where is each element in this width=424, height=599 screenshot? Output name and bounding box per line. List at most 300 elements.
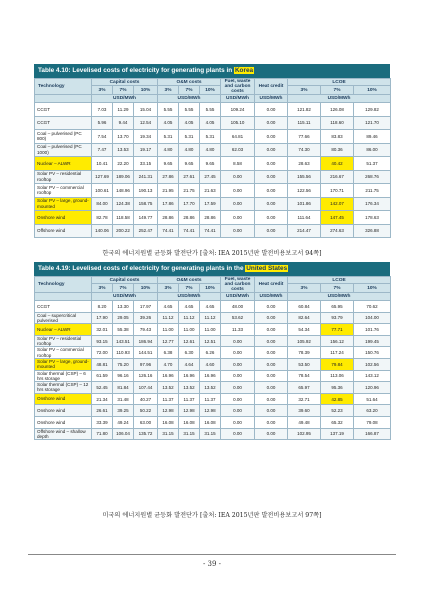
us-table-body xyxy=(35,301,391,440)
table-cell: 105.10 xyxy=(221,116,255,130)
rate-7: 7% xyxy=(113,284,134,293)
table-cell: 0.00 xyxy=(221,405,255,417)
table-cell: 21.75 xyxy=(179,184,200,198)
col-heat: Heat credit xyxy=(255,277,288,293)
table-cell: 189.06 xyxy=(113,170,134,184)
table-cell: 71.80 xyxy=(92,428,113,440)
table-cell: 5.31 xyxy=(158,130,179,144)
table-cell: 97.96 xyxy=(134,358,158,370)
korea-title-country: Korea xyxy=(234,67,254,74)
table-cell: 51.37 xyxy=(354,157,391,171)
table-cell: 4.05 xyxy=(179,116,200,130)
unit-spacer xyxy=(35,95,92,103)
table-cell: 190.13 xyxy=(134,184,158,198)
table-row xyxy=(35,130,391,144)
table-cell: 7.03 xyxy=(92,103,113,117)
table-cell: 143.12 xyxy=(354,370,391,382)
table-cell: 31.48 xyxy=(113,393,134,405)
table-cell: 9.65 xyxy=(200,157,221,171)
table-cell: 50.22 xyxy=(134,405,158,417)
table-cell: 155.56 xyxy=(288,170,321,184)
table-cell: 32.01 xyxy=(92,324,113,336)
table-cell: 135.72 xyxy=(134,428,158,440)
technology-name: Onshore wind xyxy=(35,416,92,428)
table-cell: 16.08 xyxy=(179,416,200,428)
table-cell: 12.61 xyxy=(179,335,200,347)
technology-name: Onshore wind xyxy=(35,211,92,225)
table-cell: 5.96 xyxy=(92,116,113,130)
table-cell: 5.31 xyxy=(200,130,221,144)
table-cell: 64.81 xyxy=(221,130,255,144)
unit-fuel: USD/MWh xyxy=(221,95,255,103)
table-cell: 0.00 xyxy=(255,324,288,336)
table-cell: 27.61 xyxy=(179,170,200,184)
us-table-block xyxy=(34,262,390,440)
table-cell: 21.63 xyxy=(200,184,221,198)
table-cell: 4.65 xyxy=(158,301,179,313)
table-cell: 55.38 xyxy=(113,324,134,336)
table-cell: 106.04 xyxy=(113,428,134,440)
table-cell: 241.31 xyxy=(134,170,158,184)
table-cell: 79.43 xyxy=(134,324,158,336)
unit-spacer xyxy=(35,293,92,301)
table-cell: 0.00 xyxy=(255,103,288,117)
table-cell: 26.61 xyxy=(92,405,113,417)
technology-name: Solar PV – residential rooftop xyxy=(35,335,92,347)
table-cell: 0.00 xyxy=(221,170,255,184)
unit-lcoe: USD/MWh xyxy=(288,293,391,301)
table-cell: 252.47 xyxy=(134,224,158,238)
table-cell: 268.76 xyxy=(354,170,391,184)
table-cell: 16.96 xyxy=(158,370,179,382)
table-cell: 82.78 xyxy=(92,211,113,225)
rate-3: 3% xyxy=(92,284,113,293)
table-cell: 31.15 xyxy=(179,428,200,440)
table-cell: 22.20 xyxy=(113,157,134,171)
table-cell: 40.42 xyxy=(321,157,354,171)
rate-3: 3% xyxy=(288,86,321,95)
table-cell: 16.96 xyxy=(179,370,200,382)
unit-heat: USD/MWh xyxy=(255,293,288,301)
rate-10: 10% xyxy=(354,284,391,293)
table-cell: 8.58 xyxy=(221,157,255,171)
table-cell: 12.54 xyxy=(134,116,158,130)
table-cell: 39.26 xyxy=(134,312,158,324)
unit-capital: USD/MWh xyxy=(92,95,158,103)
table-cell: 16.08 xyxy=(200,416,221,428)
table-cell: 0.00 xyxy=(255,335,288,347)
table-cell: 4.80 xyxy=(179,143,200,157)
table-cell: 19.34 xyxy=(134,130,158,144)
rate-7: 7% xyxy=(321,284,354,293)
table-row xyxy=(35,312,391,324)
col-lcoe: LCOE xyxy=(288,277,391,284)
table-row xyxy=(35,370,391,382)
col-heat: Heat credit xyxy=(255,79,288,95)
table-cell: 27.86 xyxy=(158,170,179,184)
table-cell: 7.54 xyxy=(92,130,113,144)
col-capital: Capital costs xyxy=(92,277,158,284)
table-cell: 150.76 xyxy=(354,347,391,359)
table-cell: 111.64 xyxy=(288,211,321,225)
table-row xyxy=(35,197,391,211)
table-cell: 127.69 xyxy=(92,170,113,184)
table-cell: 49.48 xyxy=(288,416,321,428)
unit-lcoe: USD/MWh xyxy=(288,95,391,103)
table-cell: 326.88 xyxy=(354,224,391,238)
table-cell: 6.26 xyxy=(200,347,221,359)
table-cell: 60.84 xyxy=(288,301,321,313)
table-cell: 166.87 xyxy=(354,428,391,440)
table-cell: 53.62 xyxy=(221,312,255,324)
table-row xyxy=(35,170,391,184)
table-cell: 4.80 xyxy=(158,143,179,157)
table-cell: 0.00 xyxy=(255,157,288,171)
table-cell: 12.98 xyxy=(200,405,221,417)
table-cell: 200.22 xyxy=(113,224,134,238)
table-cell: 0.00 xyxy=(221,393,255,405)
table-cell: 11.00 xyxy=(158,324,179,336)
table-cell: 142.07 xyxy=(321,197,354,211)
table-cell: 0.00 xyxy=(255,184,288,198)
table-cell: 143.51 xyxy=(113,335,134,347)
table-cell: 42.85 xyxy=(321,393,354,405)
table-row xyxy=(35,335,391,347)
unit-fuel: USD/MWh xyxy=(221,293,255,301)
table-cell: 4.80 xyxy=(200,143,221,157)
table-cell: 4.05 xyxy=(158,116,179,130)
table-row xyxy=(35,416,391,428)
table-cell: 32.71 xyxy=(288,393,321,405)
technology-name: Onshore wind xyxy=(35,393,92,405)
table-cell: 9.44 xyxy=(113,116,134,130)
table-cell: 11.12 xyxy=(200,312,221,324)
table-cell: 16.96 xyxy=(200,370,221,382)
table-cell: 11.29 xyxy=(113,103,134,117)
table-cell: 39.60 xyxy=(288,405,321,417)
table-cell: 89.46 xyxy=(354,130,391,144)
table-cell: 84.00 xyxy=(92,197,113,211)
rate-7: 7% xyxy=(321,86,354,95)
table-cell: 4.65 xyxy=(179,301,200,313)
table-cell: 11.37 xyxy=(179,393,200,405)
table-row xyxy=(35,428,391,440)
table-cell: 156.12 xyxy=(321,335,354,347)
technology-name: CCGT xyxy=(35,103,92,117)
rate-10: 10% xyxy=(200,86,221,95)
table-cell: 101.76 xyxy=(354,324,391,336)
table-cell: 274.63 xyxy=(321,224,354,238)
table-cell: 65.97 xyxy=(288,382,321,394)
korea-table-title xyxy=(34,64,390,78)
table-cell: 101.86 xyxy=(288,197,321,211)
table-cell: 78.39 xyxy=(288,347,321,359)
technology-name: Coal – pulverised (PC 1000) xyxy=(35,143,92,157)
table-cell: 15.04 xyxy=(134,103,158,117)
table-cell: 0.00 xyxy=(255,393,288,405)
table-row xyxy=(35,301,391,313)
table-row xyxy=(35,393,391,405)
table-cell: 74.41 xyxy=(200,224,221,238)
footer-divider xyxy=(28,554,396,555)
table-cell: 74.41 xyxy=(179,224,200,238)
table-cell: 0.00 xyxy=(221,347,255,359)
table-cell: 80.36 xyxy=(321,143,354,157)
table-cell: 5.55 xyxy=(200,103,221,117)
table-cell: 5.55 xyxy=(158,103,179,117)
unit-capital: USD/MWh xyxy=(92,293,158,301)
table-row xyxy=(35,116,391,130)
korea-title-prefix: Table 4.10: Levelised costs of electricity for generating plants in xyxy=(38,67,233,74)
table-cell: 0.00 xyxy=(221,416,255,428)
technology-name: CCGT xyxy=(35,301,92,313)
table-cell: 117.24 xyxy=(321,347,354,359)
table-cell: 48.81 xyxy=(92,358,113,370)
table-cell: 144.51 xyxy=(134,347,158,359)
table-cell: 0.00 xyxy=(221,211,255,225)
table-cell: 75.20 xyxy=(113,358,134,370)
table-cell: 13.53 xyxy=(113,143,134,157)
table-cell: 7.47 xyxy=(92,143,113,157)
table-cell: 102.95 xyxy=(288,428,321,440)
table-cell: 126.16 xyxy=(134,370,158,382)
table-cell: 6.38 xyxy=(158,347,179,359)
technology-name: Solar thermal (CSP) – 12 hrs storage xyxy=(35,382,92,394)
table-cell: 0.00 xyxy=(255,170,288,184)
table-cell: 12.51 xyxy=(200,335,221,347)
table-cell: 79.84 xyxy=(321,358,354,370)
technology-name: Solar PV – residential rooftop xyxy=(35,170,92,184)
table-cell: 53.50 xyxy=(288,358,321,370)
table-cell: 33.15 xyxy=(134,157,158,171)
table-cell: 216.67 xyxy=(321,170,354,184)
table-cell: 49.24 xyxy=(113,416,134,428)
rate-3: 3% xyxy=(158,284,179,293)
table-cell: 11.00 xyxy=(179,324,200,336)
table-cell: 13.52 xyxy=(179,382,200,394)
table-row xyxy=(35,382,391,394)
table-cell: 28.86 xyxy=(179,211,200,225)
table-cell: 96.16 xyxy=(113,370,134,382)
table-cell: 0.00 xyxy=(221,370,255,382)
us-lcoe-table xyxy=(34,276,391,440)
table-cell: 0.00 xyxy=(221,382,255,394)
table-cell: 83.83 xyxy=(321,130,354,144)
col-technology: Technology xyxy=(35,79,92,95)
table-cell: 115.11 xyxy=(288,116,321,130)
table-cell: 11.33 xyxy=(221,324,255,336)
table-cell: 39.25 xyxy=(113,405,134,417)
table-row xyxy=(35,405,391,417)
table-cell: 13.52 xyxy=(200,382,221,394)
table-cell: 13.30 xyxy=(113,301,134,313)
us-table-title xyxy=(34,262,390,276)
rate-3: 3% xyxy=(92,86,113,95)
col-lcoe: LCOE xyxy=(288,79,391,86)
table-cell: 0.00 xyxy=(255,211,288,225)
table-cell: 12.98 xyxy=(179,405,200,417)
table-cell: 27.45 xyxy=(200,170,221,184)
rate-10: 10% xyxy=(134,86,158,95)
table-cell: 11.12 xyxy=(179,312,200,324)
table-cell: 0.00 xyxy=(221,224,255,238)
table-row xyxy=(35,103,391,117)
table-row xyxy=(35,211,391,225)
table-row xyxy=(35,224,391,238)
table-cell: 82.64 xyxy=(288,312,321,324)
table-cell: 4.64 xyxy=(179,358,200,370)
table-cell: 0.00 xyxy=(255,382,288,394)
table-cell: 0.00 xyxy=(255,116,288,130)
table-cell: 12.98 xyxy=(158,405,179,417)
table-cell: 8.20 xyxy=(92,301,113,313)
table-cell: 72.00 xyxy=(92,347,113,359)
table-cell: 129.82 xyxy=(354,103,391,117)
table-cell: 0.00 xyxy=(221,358,255,370)
technology-name: Offshore wind – shallow depth xyxy=(35,428,92,440)
us-title-country: United States xyxy=(246,265,288,272)
table-cell: 28.63 xyxy=(288,157,321,171)
table-cell: 148.96 xyxy=(113,184,134,198)
korea-caption: 한국의 에너지원별 균등화 발전단가 [출처: IEA 2015년판 발전비용보고서 94쪽] xyxy=(102,250,322,257)
table-cell: 16.08 xyxy=(158,416,179,428)
technology-name: Solar PV – large, ground-mounted xyxy=(35,197,92,211)
table-cell: 33.39 xyxy=(92,416,113,428)
col-om: O&M costs xyxy=(158,79,221,86)
table-cell: 199.45 xyxy=(354,335,391,347)
table-cell: 110.93 xyxy=(113,347,134,359)
table-cell: 86.00 xyxy=(354,143,391,157)
table-cell: 13.52 xyxy=(158,382,179,394)
table-cell: 61.59 xyxy=(92,370,113,382)
table-cell: 0.00 xyxy=(255,130,288,144)
technology-name: Coal – supercritical pulverised xyxy=(35,312,92,324)
unit-heat: USD/MWh xyxy=(255,95,288,103)
technology-name: Nuclear – ALWR xyxy=(35,324,92,336)
technology-name: Onshore wind xyxy=(35,405,92,417)
col-fuel: Fuel, waste and carbon costs xyxy=(221,277,255,293)
col-om: O&M costs xyxy=(158,277,221,284)
table-cell: 100.61 xyxy=(92,184,113,198)
table-cell: 31.15 xyxy=(158,428,179,440)
technology-name: Solar PV – commercial rooftop xyxy=(35,184,92,198)
table-cell: 158.75 xyxy=(134,197,158,211)
page-number: - 39 - xyxy=(202,560,222,568)
table-cell: 17.70 xyxy=(179,197,200,211)
table-cell: 79.08 xyxy=(354,416,391,428)
table-cell: 21.34 xyxy=(92,393,113,405)
korea-table-block xyxy=(34,64,390,238)
table-cell: 17.86 xyxy=(158,197,179,211)
table-cell: 52.23 xyxy=(321,405,354,417)
table-cell: 0.00 xyxy=(255,416,288,428)
table-cell: 17.90 xyxy=(92,312,113,324)
table-cell: 93.79 xyxy=(321,312,354,324)
table-cell: 6.30 xyxy=(179,347,200,359)
table-cell: 0.00 xyxy=(221,335,255,347)
rate-7: 7% xyxy=(179,86,200,95)
table-cell: 12.77 xyxy=(158,335,179,347)
table-cell: 147.45 xyxy=(321,211,354,225)
rate-3: 3% xyxy=(288,284,321,293)
us-title-prefix: Table 4.19: Levelised costs of electricity for generating plants in the xyxy=(38,265,244,272)
table-cell: 63.00 xyxy=(134,416,158,428)
table-cell: 28.86 xyxy=(200,211,221,225)
table-cell: 137.19 xyxy=(321,428,354,440)
technology-name: Solar PV – commercial rooftop xyxy=(35,347,92,359)
table-cell: 0.00 xyxy=(255,224,288,238)
rate-10: 10% xyxy=(134,284,158,293)
table-cell: 62.03 xyxy=(221,143,255,157)
technology-name: Solar thermal (CSP) – 6 hrs storage xyxy=(35,370,92,382)
table-cell: 0.00 xyxy=(255,370,288,382)
table-row xyxy=(35,358,391,370)
unit-om: USD/MWh xyxy=(158,293,221,301)
table-cell: 178.63 xyxy=(354,211,391,225)
table-cell: 102.56 xyxy=(354,358,391,370)
us-caption: 미국의 에너지원별 균등화 발전단가 [출처: IEA 2015년판 발전비용보고서 97쪽] xyxy=(102,512,322,519)
table-cell: 4.05 xyxy=(200,116,221,130)
table-cell: 48.00 xyxy=(221,301,255,313)
table-cell: 93.15 xyxy=(92,335,113,347)
table-cell: 0.00 xyxy=(255,347,288,359)
table-cell: 4.65 xyxy=(200,301,221,313)
table-cell: 0.00 xyxy=(221,184,255,198)
table-cell: 74.41 xyxy=(158,224,179,238)
table-row xyxy=(35,143,391,157)
table-cell: 28.86 xyxy=(158,211,179,225)
table-row xyxy=(35,347,391,359)
table-cell: 77.71 xyxy=(321,324,354,336)
table-row xyxy=(35,324,391,336)
table-cell: 40.27 xyxy=(134,393,158,405)
technology-name: Offshore wind xyxy=(35,224,92,238)
table-cell: 78.54 xyxy=(288,370,321,382)
table-cell: 120.96 xyxy=(354,382,391,394)
rate-10: 10% xyxy=(354,86,391,95)
table-cell: 121.82 xyxy=(288,103,321,117)
table-cell: 31.15 xyxy=(200,428,221,440)
table-cell: 4.70 xyxy=(158,358,179,370)
table-cell: 5.55 xyxy=(179,103,200,117)
korea-lcoe-table xyxy=(34,78,391,238)
table-cell: 107.44 xyxy=(134,382,158,394)
table-cell: 54.34 xyxy=(288,324,321,336)
rate-3: 3% xyxy=(158,86,179,95)
table-cell: 21.95 xyxy=(158,184,179,198)
col-capital: Capital costs xyxy=(92,79,158,86)
table-cell: 65.95 xyxy=(321,301,354,313)
technology-name: Nuclear – ALWR xyxy=(35,157,92,171)
korea-table-body xyxy=(35,103,391,238)
table-cell: 0.00 xyxy=(255,197,288,211)
rate-7: 7% xyxy=(179,284,200,293)
table-cell: 122.56 xyxy=(288,184,321,198)
table-cell: 105.92 xyxy=(288,335,321,347)
table-cell: 176.34 xyxy=(354,197,391,211)
table-cell: 211.75 xyxy=(354,184,391,198)
table-cell: 81.84 xyxy=(113,382,134,394)
technology-name: Solar PV – large, ground-mounted xyxy=(35,358,92,370)
table-cell: 11.12 xyxy=(158,312,179,324)
col-technology: Technology xyxy=(35,277,92,293)
table-cell: 186.94 xyxy=(134,335,158,347)
table-cell: 4.60 xyxy=(200,358,221,370)
table-cell: 70.62 xyxy=(354,301,391,313)
table-cell: 9.65 xyxy=(179,157,200,171)
table-cell: 149.77 xyxy=(134,211,158,225)
table-cell: 0.00 xyxy=(255,428,288,440)
